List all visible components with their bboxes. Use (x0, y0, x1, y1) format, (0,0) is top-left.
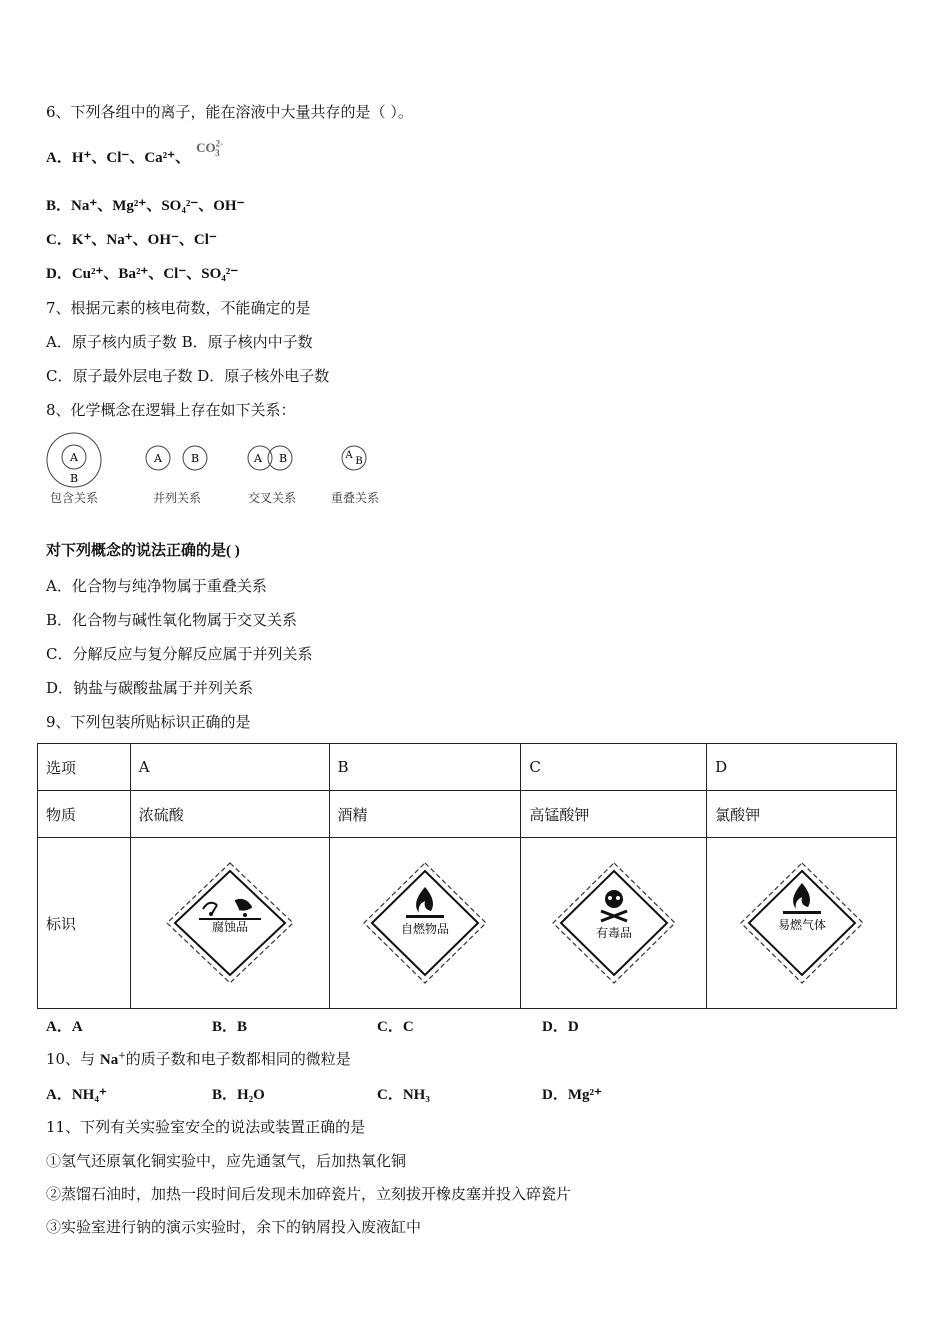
q10-stem-ion: Na (99, 1052, 119, 1068)
q6-option-b (46, 196, 245, 216)
sign-cell-d (707, 838, 897, 1009)
q7-stem: 7、根据元素的核电荷数，不能确定的是 (46, 299, 311, 317)
q6-option-b-label: B． (46, 198, 72, 214)
q8-option-c: C．分解反应与复分解反应属于并列关系 (46, 645, 313, 663)
intersection-letter-a: A (254, 452, 262, 465)
q8-ask: 对下列概念的说法正确的是( ) (46, 543, 240, 559)
corrosive-icon (199, 900, 261, 920)
overlap-letter-a: A (345, 450, 353, 461)
q6-co3-sub: 3 (215, 147, 220, 158)
sign-text-a: 腐蚀品 (211, 920, 248, 934)
relationship-diagram (40, 430, 400, 510)
q10-option-a: A．NH₄⁺ (46, 1087, 107, 1103)
q10-stem-suffix: 的质子数和电子数都相同的微粒是 (125, 1050, 351, 1068)
sign-cell-b (329, 838, 521, 1009)
row-header-substance: 物质 (38, 791, 131, 838)
q11-item-3: ③实验室进行钠的演示实验时，余下的钠屑投入废液缸中 (46, 1218, 422, 1236)
flammable-gas-sign (739, 861, 865, 985)
q6-co3-base: CO (196, 140, 216, 155)
q10-stem-ion-charge: + (118, 1051, 126, 1061)
corrosive-sign (165, 861, 295, 985)
q9-answer-c: C．C (377, 1019, 414, 1035)
q11-stem: 11、下列有关实验室安全的说法或装置正确的是 (46, 1118, 366, 1136)
q6-option-b-text: Na⁺、Mg²⁺、SO₄²⁻、OH⁻ (71, 198, 245, 214)
q9-stem: 9、下列包装所贴标识正确的是 (46, 713, 251, 731)
q10-stem (46, 1049, 351, 1070)
hazard-label-table (37, 743, 897, 1009)
q9-answer-b: B．B (212, 1019, 248, 1035)
intersection-letter-b: B (278, 452, 288, 465)
substance-d: 氯酸钾 (707, 791, 897, 838)
option-b-cell: B (329, 744, 521, 791)
toxic-sign (551, 861, 677, 985)
q6-option-d-text: Cu²⁺、Ba²⁺、Cl⁻、SO₄²⁻ (71, 266, 239, 282)
q6-co3-ion (196, 138, 228, 158)
sign-text-d: 易燃气体 (777, 918, 826, 932)
inclusion-diagram (47, 433, 101, 505)
q7-options-ab: A．原子核内质子数 B．原子核内中子数 (46, 333, 313, 351)
intersection-label: 交叉关系 (247, 491, 297, 505)
q8-stem: 8、化学概念在逻辑上存在如下关系： (46, 401, 296, 419)
option-c-cell: C (521, 744, 707, 791)
q7-options-cd: C．原子最外层电子数 D．原子核外电子数 (46, 367, 330, 385)
sign-text-b: 自燃物品 (400, 922, 449, 936)
parallel-diagram (146, 446, 207, 505)
q6-option-c (46, 230, 217, 250)
q6-option-a (46, 138, 228, 168)
q6-option-d (46, 264, 238, 284)
q6-option-a-label: A． (46, 150, 72, 166)
q8-option-a: A．化合物与纯净物属于重叠关系 (46, 577, 267, 595)
q9-answer-a: A．A (46, 1019, 83, 1035)
q10-option-c: C．NH₃ (377, 1087, 430, 1103)
sign-text-c: 有毒品 (595, 926, 632, 940)
flame-icon (416, 887, 433, 913)
inclusion-label: 包含关系 (49, 491, 99, 505)
flame-icon (793, 883, 810, 909)
overlap-diagram (331, 446, 379, 505)
q6-option-d-label: D． (46, 266, 72, 282)
q10-stem-prefix: 10、与 (46, 1050, 100, 1068)
inclusion-letter-b: B (69, 472, 79, 485)
table-row-substances (38, 791, 897, 838)
q11-item-1: ①氢气还原氧化铜实验中，应先通氢气，后加热氧化铜 (46, 1152, 407, 1170)
parallel-letter-a: A (154, 452, 162, 465)
row-header-sign: 标识 (38, 838, 131, 1009)
sign-cell-a (130, 838, 329, 1009)
q6-option-c-text: K⁺、Na⁺、OH⁻、Cl⁻ (71, 232, 217, 248)
q11-item-2: ②蒸馏石油时，加热一段时间后发现未加碎瓷片，立刻拔开橡皮塞并投入碎瓷片 (46, 1185, 572, 1203)
intersection-diagram (248, 446, 296, 505)
q6-co3-sup: 2- (215, 138, 224, 149)
skull-crossbones-icon (601, 890, 627, 921)
overlap-label: 重叠关系 (330, 491, 380, 505)
parallel-label: 并列关系 (152, 491, 202, 505)
substance-a: 浓硫酸 (130, 791, 329, 838)
q10-option-b: B．H₂O (212, 1087, 265, 1103)
q6-stem: 6、下列各组中的离子，能在溶液中大量共存的是（ ）。 (46, 103, 413, 121)
substance-b: 酒精 (329, 791, 521, 838)
row-header-option: 选项 (38, 744, 131, 791)
spontaneous-combustion-sign (362, 861, 488, 985)
option-d-cell: D (707, 744, 897, 791)
substance-c: 高锰酸钾 (521, 791, 707, 838)
q6-option-a-text: H⁺、Cl⁻、Ca²⁺、 (71, 150, 191, 166)
q6-option-c-label: C． (46, 232, 72, 248)
q8-option-d: D．钠盐与碳酸盐属于并列关系 (46, 679, 254, 697)
overlap-letter-b: B (355, 456, 363, 467)
q9-answer-d: D．D (542, 1019, 579, 1035)
table-row-signs (38, 838, 897, 1009)
table-row-options (38, 744, 897, 791)
sign-cell-c (521, 838, 707, 1009)
parallel-letter-b: B (190, 452, 200, 465)
option-a-cell: A (130, 744, 329, 791)
q8-option-b: B．化合物与碱性氧化物属于交叉关系 (46, 611, 298, 629)
inclusion-letter-a: A (70, 451, 78, 464)
q10-option-d: D．Mg²⁺ (542, 1087, 602, 1103)
